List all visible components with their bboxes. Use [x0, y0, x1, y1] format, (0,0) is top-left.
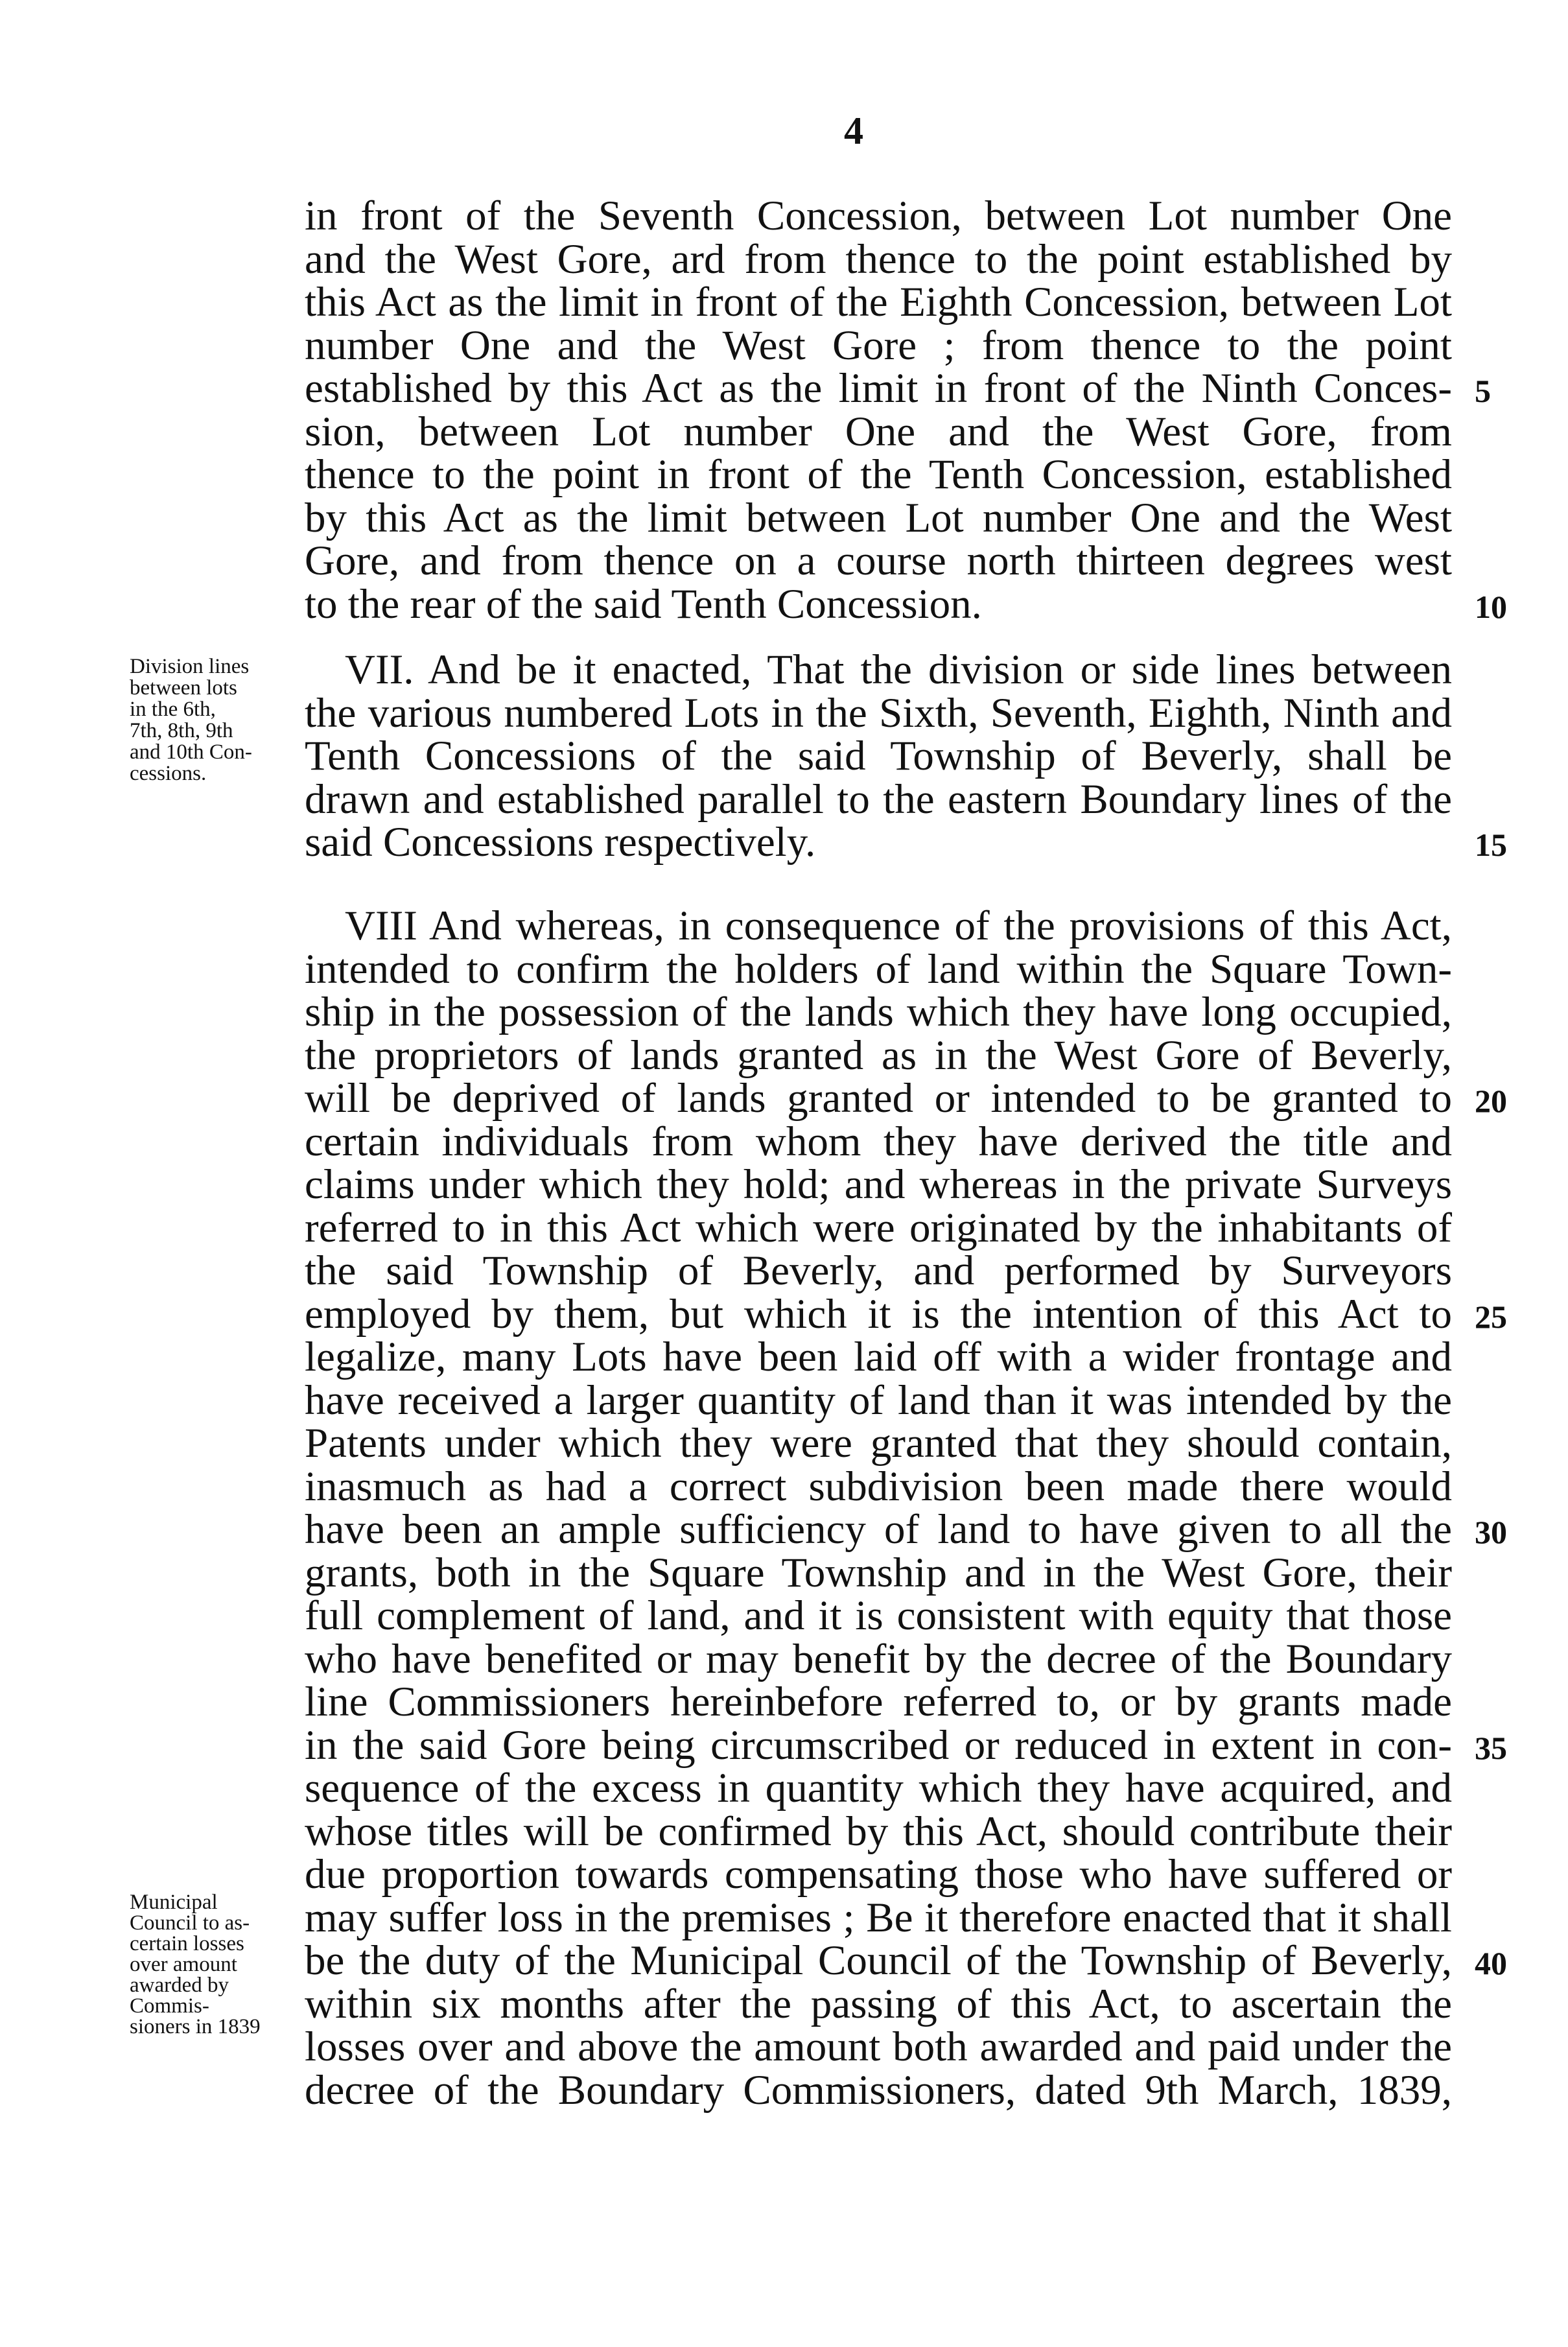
- section-viii-first-line: VIII And whereas, in consequence of the provisions of this Act,: [345, 902, 1452, 949]
- margin-note-line: awarded by: [130, 1974, 229, 1997]
- line-number: 40: [1475, 1945, 1507, 1981]
- margin-note-line: certain losses: [130, 1932, 244, 1955]
- section-vii: [305, 646, 1507, 866]
- text-line-wrap: [305, 1290, 1507, 1338]
- text-line: said Concessions respectively.: [305, 819, 816, 866]
- margin-note-division-lines: [130, 656, 282, 784]
- text-line: this Act as the limit in front of the Eighth Concession, between Lot: [305, 279, 1452, 325]
- text-line: in front of the Seventh Concession, between Lot number One: [305, 193, 1452, 239]
- line-number: 20: [1475, 1083, 1507, 1119]
- text-line: in the said Gore being circumscribed or reduced in extent in con-: [305, 1721, 1452, 1769]
- text-line: [305, 904, 1452, 948]
- margin-note-line: Division lines: [130, 655, 250, 678]
- text-line: established by this Act as the limit in front of the Ninth Conces-: [305, 365, 1452, 412]
- text-line: due proportion towards compensating those who have suffered or: [305, 1851, 1452, 1898]
- line-number: 35: [1475, 1729, 1507, 1766]
- text-line: intended to confirm the holders of land within the Square Town-: [305, 945, 1452, 993]
- text-line: losses over and above the amount both awarded and paid under the: [305, 2023, 1452, 2070]
- margin-note-municipal-council: [130, 1892, 282, 2037]
- text-line: drawn and established parallel to the eastern Boundary lines of the: [305, 775, 1452, 823]
- line-number: 10: [1475, 588, 1507, 625]
- text-line-wrap: [305, 1721, 1507, 1769]
- text-line-wrap: [305, 819, 1507, 866]
- text-line: whose titles will be confirmed by this Act, should contribute their: [305, 1808, 1452, 1855]
- margin-note-line: between lots: [130, 676, 237, 700]
- text-line: the proprietors of lands granted as in the West Gore of Beverly,: [305, 1032, 1452, 1079]
- text-line: who have benefited or may benefit by the decree of the Boundary: [305, 1635, 1452, 1682]
- text-line: will be deprived of lands granted or intended to be granted to: [305, 1075, 1452, 1122]
- text-line: referred to in this Act which were originated by the inhabitants of: [305, 1204, 1452, 1251]
- text-line: within six months after the passing of this Act, to ascertain the: [305, 1980, 1452, 2027]
- text-line: Gore, and from thence on a course north thirteen degrees west: [305, 537, 1452, 584]
- text-line: grants, both in the Square Township and in the West Gore, their: [305, 1549, 1452, 1596]
- text-line: sion, between Lot number One and the West Gore, from: [305, 408, 1452, 455]
- section-viii: [305, 902, 1507, 2114]
- text-line: Tenth Concessions of the said Township of Beverly, shall be: [305, 733, 1452, 779]
- line-number: 30: [1475, 1514, 1507, 1550]
- page-number: 4: [844, 110, 863, 152]
- text-line: claims under which they hold; and whereas in the private Surveys: [305, 1161, 1452, 1208]
- margin-note-line: in the 6th,: [130, 698, 216, 721]
- text-line: legalize, many Lots have been laid off with a wider frontage and: [305, 1334, 1452, 1380]
- section-vii-first-line: VII. And be it enacted, That the division or side lines between: [345, 646, 1452, 693]
- margin-note-line: cessions.: [130, 762, 207, 785]
- text-line: Patents under which they were granted that they should contain,: [305, 1420, 1452, 1467]
- text-line: [305, 648, 1452, 692]
- text-line: decree of the Boundary Commissioners, dated 9th March, 1839,: [305, 2066, 1452, 2114]
- margin-note-line: Commis-: [130, 1994, 209, 2018]
- text-line: inasmuch as had a correct subdivision been made there would: [305, 1463, 1452, 1510]
- text-line: ship in the possession of the lands which they have long occupied,: [305, 989, 1452, 1035]
- text-line: number One and the West Gore ; from thence to the point: [305, 322, 1452, 369]
- text-line-wrap: [305, 365, 1491, 412]
- text-line: the various numbered Lots in the Sixth, Seventh, Eighth, Ninth and: [305, 689, 1452, 737]
- margin-note-line: sioners in 1839: [130, 2015, 261, 2038]
- text-line: have received a larger quantity of land than it was intended by the: [305, 1376, 1452, 1424]
- text-line: be the duty of the Municipal Council of the Township of Beverly,: [305, 1937, 1452, 1984]
- text-line: sequence of the excess in quantity which they have acquired, and: [305, 1765, 1452, 1811]
- text-line-wrap: [305, 1075, 1507, 1122]
- text-line: full complement of land, and it is consistent with equity that those: [305, 1592, 1452, 1639]
- text-line: may suffer loss in the premises ; Be it therefore enacted that it shall: [305, 1894, 1452, 1941]
- text-line: employed by them, but which it is the intention of this Act to: [305, 1290, 1452, 1338]
- text-line: by this Act as the limit between Lot number One and the West: [305, 494, 1452, 541]
- text-line: and the West Gore, ard from thence to the point established by: [305, 235, 1452, 283]
- margin-note-line: Council to as-: [130, 1911, 250, 1935]
- text-line: thence to the point in front of the Tenth Concession, established: [305, 451, 1452, 498]
- margin-note-line: over amount: [130, 1953, 237, 1976]
- paragraph-continuation: [305, 193, 1507, 628]
- text-line: to the rear of the said Tenth Concession.: [305, 580, 982, 628]
- line-number: 5: [1475, 373, 1491, 409]
- text-line: the said Township of Beverly, and performed by Surveyors: [305, 1247, 1452, 1294]
- text-line-wrap: [305, 1937, 1507, 1984]
- line-number: 15: [1475, 827, 1507, 863]
- line-number: 25: [1475, 1298, 1507, 1335]
- text-line: line Commissioners hereinbefore referred to, or by grants made: [305, 1679, 1452, 1725]
- text-line-wrap: [305, 1506, 1507, 1553]
- margin-note-line: 7th, 8th, 9th: [130, 719, 233, 742]
- margin-note-line: and 10th Con-: [130, 740, 252, 764]
- margin-note-line: Municipal: [130, 1891, 218, 1914]
- text-line: certain individuals from whom they have derived the title and: [305, 1118, 1452, 1165]
- text-line: have been an ample sufficiency of land to have given to all the: [305, 1506, 1452, 1553]
- text-line-wrap: [305, 580, 1507, 628]
